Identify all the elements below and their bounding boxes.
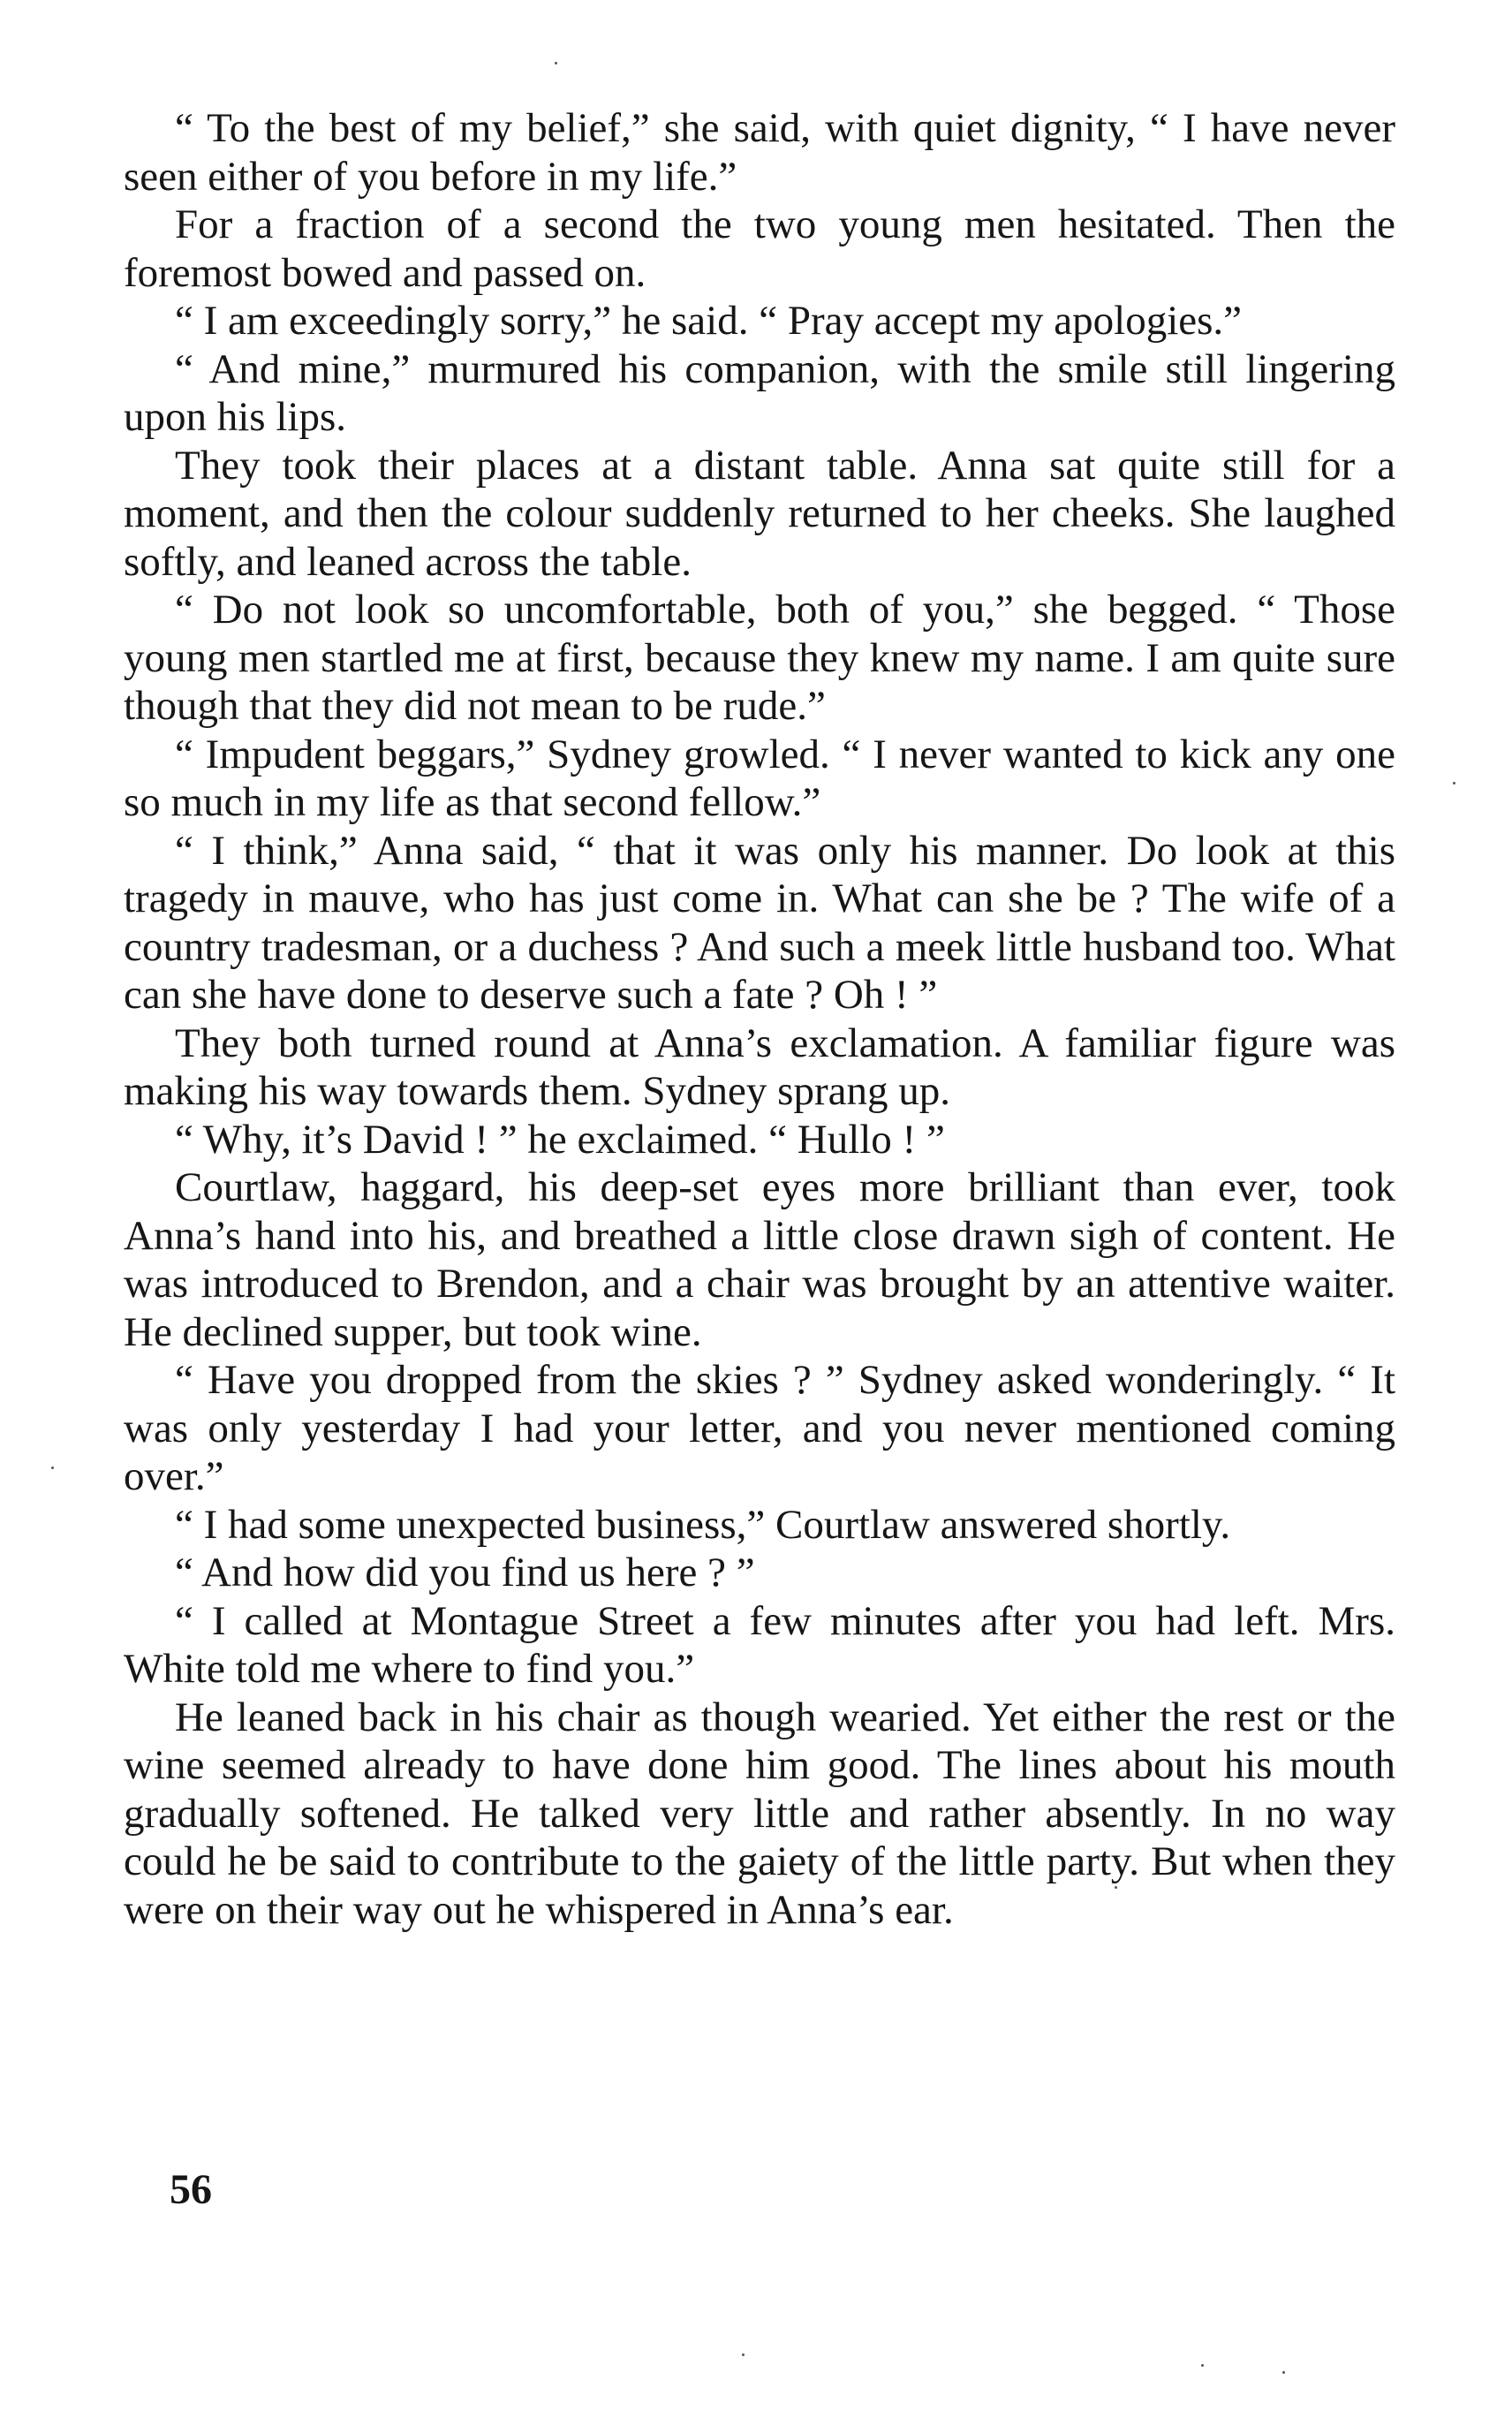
print-speck (742, 2353, 745, 2356)
paragraph-6: “ Do not look so uncomfortable, both of you,” she begged. “ Those young men startled me at first, because they knew my name. I am quite sure though that they did not mean to be rude.” (124, 587, 1395, 729)
paragraph-12: “ Have you dropped from the skies ? ” Sydney asked wonderingly. “ It was only yesterday I had your letter, and you never mentioned coming over.” (124, 1357, 1395, 1499)
print-speck (1115, 1886, 1117, 1889)
paragraph-8: “ I think,” Anna said, “ that it was only his manner. Do look at this tragedy in mauve, who has just come in. What can she be ? The wife of a country tradesman, or a duchess ? And such a meek little husband too. What can she have done to deserve such a fate ? Oh ! ” (124, 827, 1395, 1018)
print-speck (555, 62, 557, 64)
print-speck (51, 1466, 54, 1469)
paragraph-9: They both turned round at Anna’s exclamation. A familiar figure was making his way towards them. Sydney sprang up. (124, 1019, 1395, 1114)
paragraph-7: “ Impudent beggars,” Sydney growled. “ I never wanted to kick any one so much in my life as that second fellow.” (124, 731, 1395, 825)
paragraph-11: Courtlaw, haggard, his deep-set eyes more brilliant than ever, took Anna’s hand into his, and breathed a little close drawn sigh of content. He was introduced to Brendon, and a chair was brought by an attentive waiter. He declined supper, but took wine. (124, 1164, 1395, 1355)
paragraph-15: “ I called at Montague Street a few minutes after you had left. Mrs. White told me where to find you.” (124, 1597, 1395, 1692)
paragraph-2: For a fraction of a second the two young men hesitated. Then the foremost bowed and passed on. (124, 201, 1395, 296)
page-body (124, 104, 1395, 1934)
print-speck (1201, 2364, 1204, 2367)
print-speck (1282, 2371, 1285, 2374)
paragraph-14: “ And how did you find us here ? ” (175, 1550, 755, 1595)
paragraph-3: “ I am exceedingly sorry,” he said. “ Pray accept my apologies.” (175, 298, 1243, 344)
page-number: 56 (170, 2166, 212, 2213)
print-speck (1453, 782, 1455, 784)
paragraph-16: He leaned back in his chair as though wearied. Yet either the rest or the wine seemed already to have done him good. The lines about his mouth gradually softened. He talked very little and rather absently. In no way could he be said to contribute to the gaiety of the little party. But when they were on their way out he whispered in Anna’s ear. (124, 1694, 1395, 1933)
paragraph-5: They took their places at a distant table. Anna sat quite still for a moment, and then the colour suddenly returned to her cheeks. She laughed softly, and leaned across the table. (124, 442, 1395, 585)
paragraph-10: “ Why, it’s David ! ” he exclaimed. “ Hullo ! ” (175, 1116, 945, 1163)
paragraph-1: “ To the best of my belief,” she said, with quiet dignity, “ I have never seen either of you before in my life.” (124, 105, 1395, 200)
paragraph-13: “ I had some unexpected business,” Courtlaw answered shortly. (175, 1501, 1231, 1548)
paragraph-4: “ And mine,” murmured his companion, with the smile still lingering upon his lips. (124, 345, 1395, 440)
